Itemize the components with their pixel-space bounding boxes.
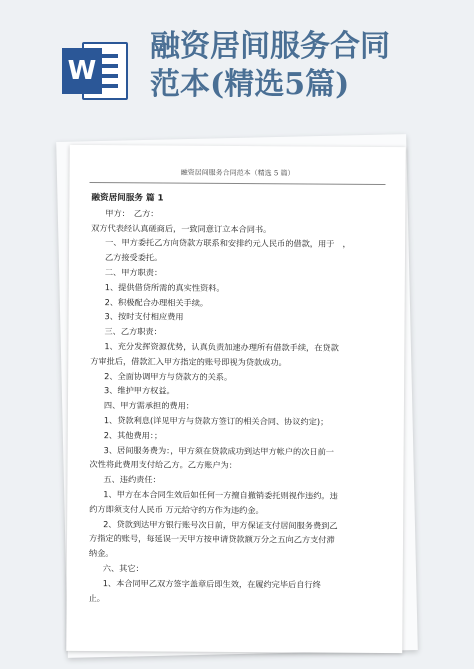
document-line: 2、积极配合办理相关手续。	[104, 296, 209, 308]
document-line: 二、甲方职责：	[104, 267, 163, 278]
word-document-icon	[62, 38, 132, 104]
header	[0, 0, 474, 112]
running-header: 融资居间服务合同范本（精选 5 篇）	[180, 168, 295, 178]
document-line: 五、违约责任：	[103, 474, 161, 485]
document-line: 方指定的账号，每延误一天甲方按申请贷款额万分之五向乙方支付滞	[88, 533, 335, 546]
document-line: 甲方： 乙方：	[105, 207, 159, 219]
document-line: 四、甲方需承担的费用：	[103, 400, 195, 411]
document-line: 六、其它：	[102, 562, 144, 574]
document-line: 3、居间服务费为：，甲方须在贷款成功到达甲方帐户的次日前一	[103, 444, 335, 457]
document-line: 一、甲方委托乙方向贷款方联系和安排约元人民币的借款，用于 ，	[105, 237, 351, 250]
document-line: 纳金。	[88, 548, 114, 559]
document-line: 2、其他费用：；	[103, 429, 163, 441]
document-page	[66, 145, 406, 653]
document-line: 1、本合同甲乙双方签字盖章后即生效，在履约完毕后自行终	[102, 577, 321, 590]
document-line: 1、充分发挥资源优势，认真负责加速办理所有借款手续，在贷款	[104, 341, 339, 353]
document-line: 3、维护甲方权益。	[104, 385, 175, 396]
title-line-2: 范本(精选5篇)	[150, 67, 350, 102]
document-line: 次性将此费用支付给乙方。乙方账户为：	[89, 459, 237, 471]
document-line: 双方代表经认真磋商后，一致同意订立本合同书。	[91, 222, 272, 234]
section-heading: 融资居间服务 篇 1	[91, 192, 164, 204]
title-line-1: 融资居间服务合同	[150, 29, 390, 64]
document-line: 约方即须支付人民币 万元给守约方作为违约金。	[89, 503, 264, 515]
document-line: 2、全面协调甲方与贷款方的关系。	[104, 370, 233, 382]
document-line: 三、乙方职责：	[104, 326, 162, 337]
document-body	[67, 183, 406, 608]
document-line: 2、贷款到达甲方银行账号次日前，甲方保证支付居间服务费到乙	[103, 518, 338, 531]
document-line: 1、提供借贷所需的真实性资料。	[104, 281, 225, 293]
document-line: 1、甲方在本合同生效后如任何一方擅自撤销委托则视作违约。违	[103, 489, 338, 501]
page-title	[150, 28, 460, 104]
document-line: 乙方接受委托。	[104, 252, 163, 263]
document-line: 止。	[88, 592, 106, 603]
word-badge: W	[62, 48, 102, 94]
document-line: 方审批后，借款汇入甲方指定的账号即视为贷款成功。	[90, 355, 287, 368]
document-line: 1、贷款利息(详见甲方与贷款方签订的相关合同、协议约定)；	[103, 415, 329, 427]
document-line: 3、按时支付相应费用	[104, 311, 184, 323]
